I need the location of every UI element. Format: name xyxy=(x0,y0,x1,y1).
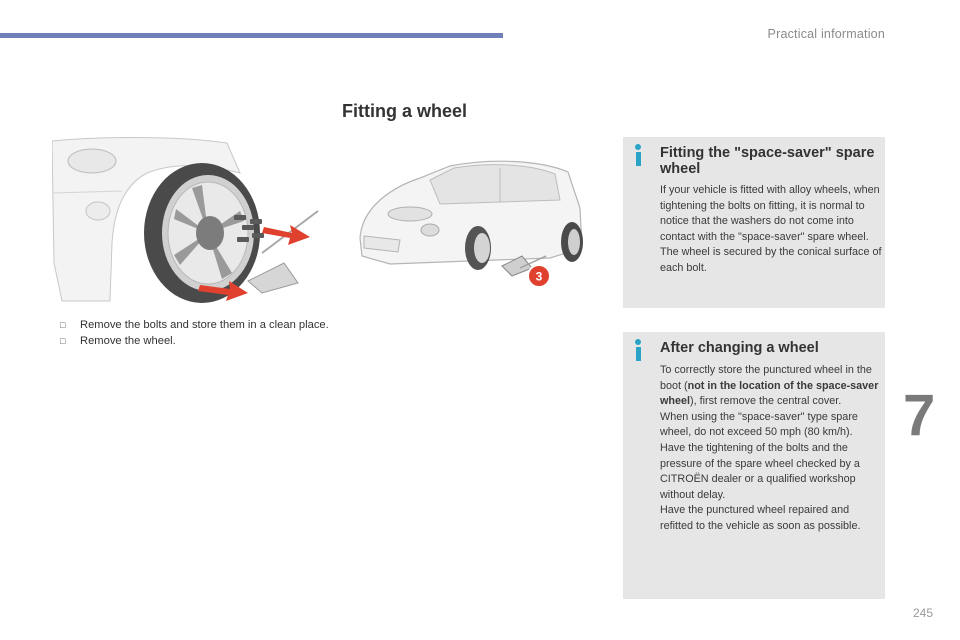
chapter-number: 7 xyxy=(903,383,936,448)
info-paragraph: Have the tightening of the bolts and the pressure of the spare wheel checked by a CITROËN dealer or a qualified workshop without delay. xyxy=(660,441,860,501)
checkbox-icon: □ xyxy=(60,335,66,346)
info-icon xyxy=(631,144,645,166)
steps-list xyxy=(60,318,330,349)
callout-number: 3 xyxy=(535,269,543,284)
page-number: 245 xyxy=(913,606,934,620)
info-box-text xyxy=(660,183,882,277)
info-box-title: Fitting the "space-saver" spare wheel xyxy=(660,145,875,177)
checkbox-icon: □ xyxy=(60,320,66,330)
page-title: Fitting a wheel xyxy=(342,101,468,121)
info-box-after-changing xyxy=(623,332,885,599)
info-paragraph: Have the punctured wheel repaired and refitted to the vehicle as soon as possible. xyxy=(660,504,861,532)
info-box-text xyxy=(660,363,882,535)
step-text: Remove the bolts and store them in a clean place. xyxy=(80,319,329,331)
header-accent-bar xyxy=(0,33,503,38)
step-item xyxy=(60,334,330,350)
info-box-space-saver xyxy=(623,137,885,308)
section-title: Practical information xyxy=(767,27,885,41)
step-item xyxy=(60,318,330,334)
info-paragraph: When using the "space-saver" type spare wheel, do not exceed 50 mph (80 km/h). xyxy=(660,410,858,439)
info-paragraph: If your vehicle is fitted with alloy wheels, when tightening the bolts on fitting, it is normal to notice that the washers do not come into contact with the "space-saver" spare wheel. The wheel is secured by the conical surface of each bolt. xyxy=(660,184,882,274)
wheel-removal-illustration xyxy=(52,133,320,305)
emphasis-text: not in the location of the space-saver wheel xyxy=(660,379,879,408)
callout-number-badge xyxy=(526,263,552,289)
step-text: Remove the wheel. xyxy=(80,334,176,347)
info-paragraph: To correctly store the punctured wheel in the boot (not in the location of the space-saver wheel), first remove the central cover. xyxy=(660,364,879,408)
info-box-title: After changing a wheel xyxy=(660,340,819,356)
info-icon xyxy=(631,339,645,361)
